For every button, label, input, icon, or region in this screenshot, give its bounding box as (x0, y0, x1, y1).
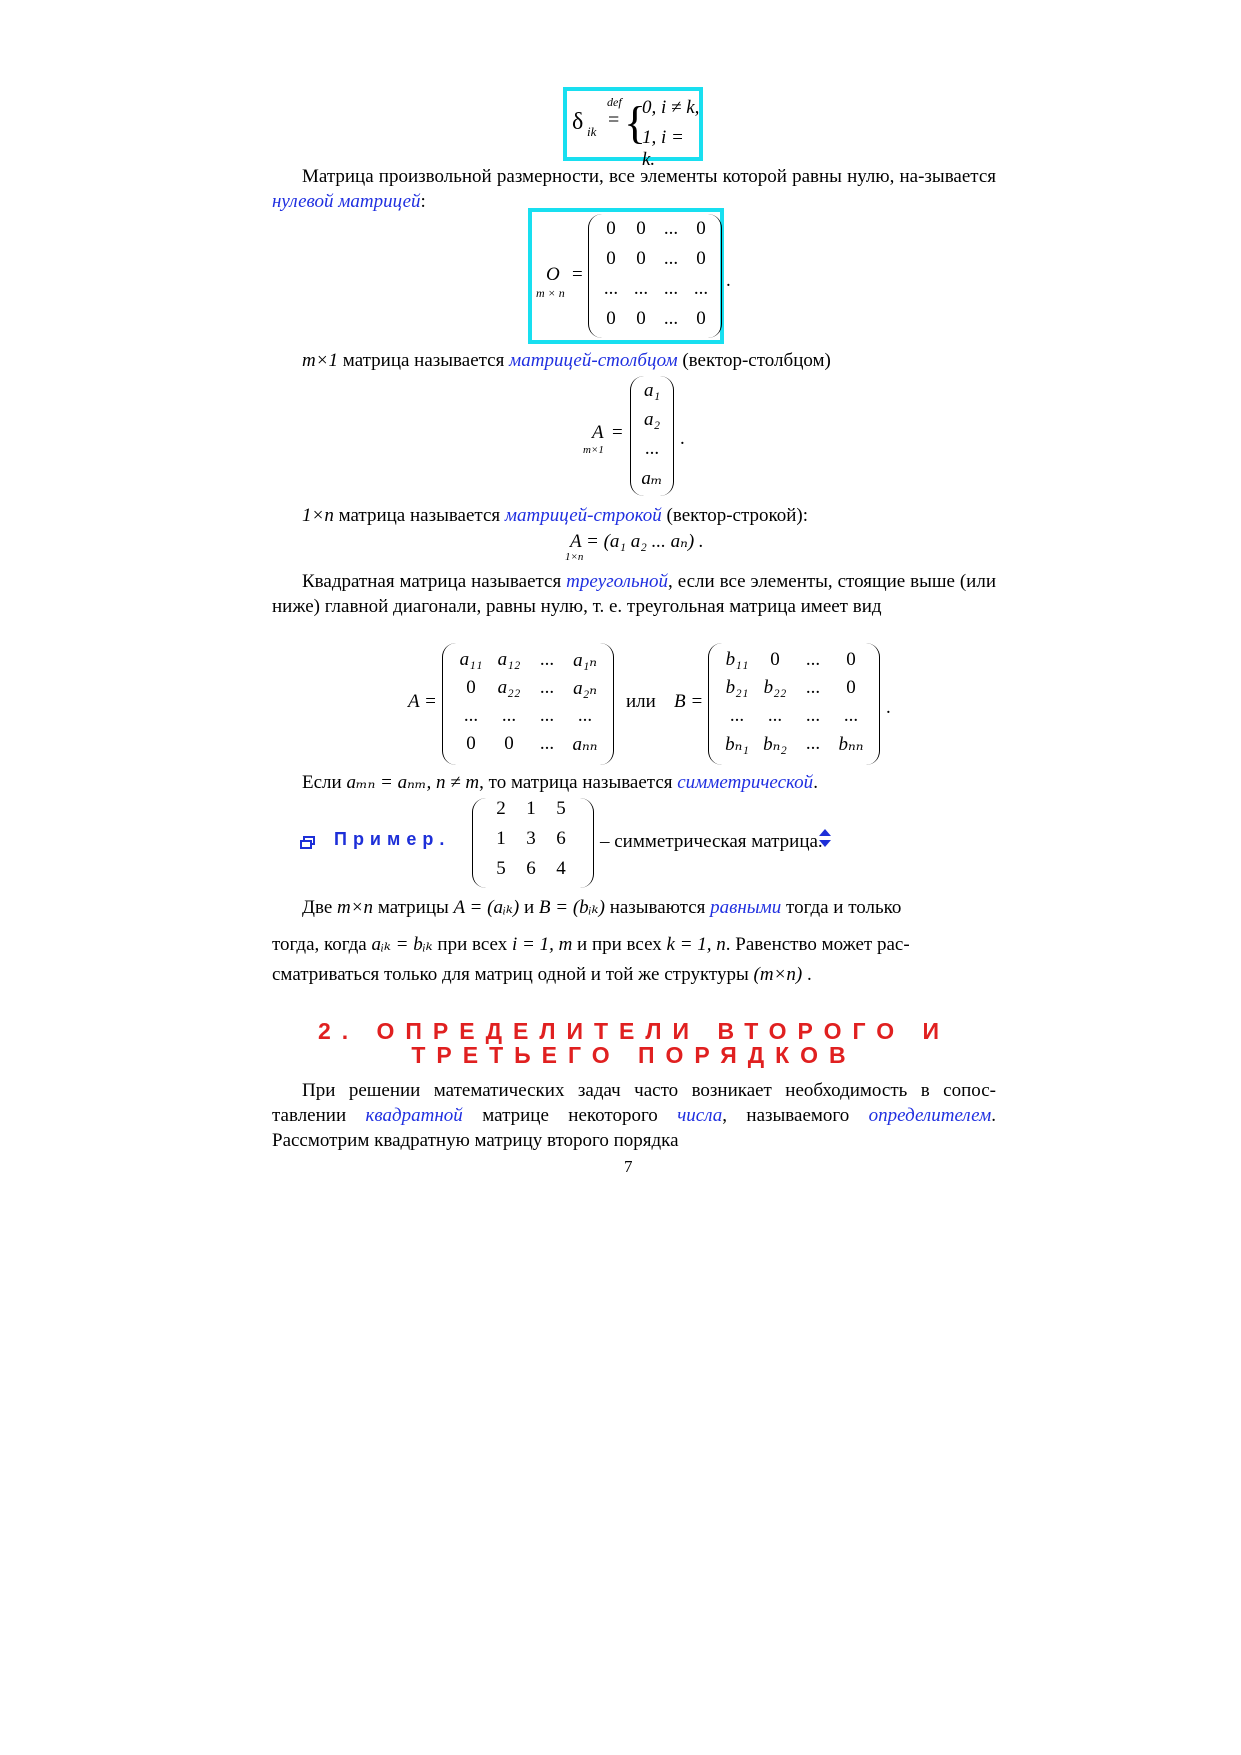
matrix-cell: ... (663, 248, 679, 269)
delta-symbol: δ (572, 109, 584, 135)
row-lhs-sub: 1×n (565, 551, 584, 563)
equal-link[interactable]: равными (710, 897, 782, 918)
page-number: 7 (624, 1157, 633, 1176)
curly-brace: { (624, 97, 647, 148)
matrix-cell: ... (539, 705, 555, 726)
matrix-cell: 6 (556, 828, 566, 849)
matrix-cell: ... (663, 218, 679, 239)
matrix-cell: ... (693, 278, 709, 299)
matrix-cell: ... (577, 705, 593, 726)
matrix-cell: 0 (636, 308, 646, 329)
row-prefix: 1×n (302, 505, 334, 526)
i-range: i = 1, m (511, 934, 573, 955)
matrix-cell: ... (539, 733, 555, 754)
section-heading-line-1: 2. ОПРЕДЕЛИТЕЛИ ВТОРОГО И (317, 1018, 951, 1044)
matrix-cell: a₁₁ (459, 649, 483, 670)
zero-period: . (726, 270, 731, 291)
matrix-cell: bₙ₁ (725, 734, 749, 755)
symmetric-condition: aₘₙ = aₙₘ, n ≠ m (346, 772, 480, 793)
matrix-cell: 0 (606, 218, 616, 239)
triangular-lhs-a: A = (408, 691, 437, 712)
equal-line-2: тогда, когда aᵢₖ = bᵢₖ при всех i = 1, m и при всех k = 1, n. Равенство может рас- (272, 934, 910, 955)
matrix-cell: 0 (606, 308, 616, 329)
matrix-cell: b₂₂ (763, 677, 787, 698)
example-window-icon[interactable] (300, 834, 316, 848)
example-matrix (472, 798, 594, 888)
matrix-cell: 0 (636, 248, 646, 269)
zero-matrix-formula (532, 212, 742, 340)
matrix-cell: ... (805, 733, 821, 754)
column-vector-paragraph: m×1 матрица называется матрицей-столбцом (вектор-столбцом) (302, 350, 831, 371)
k-range: k = 1, n (666, 934, 726, 955)
matrix-b (708, 643, 880, 765)
triangular-lhs-b: B = (674, 691, 704, 712)
matrix-cell: b₁₁ (725, 649, 749, 670)
matrix-cell: a₁₂ (497, 649, 521, 670)
column-vector-link[interactable]: матрицей-столбцом (509, 350, 678, 371)
matrix-cell: 6 (526, 858, 536, 879)
matrix-a (442, 643, 614, 765)
matrix-cell: 5 (496, 858, 506, 879)
matrix-cell: a₁ₙ (573, 650, 597, 671)
matrix-cell: 0 (466, 733, 476, 754)
example-label[interactable]: Пример. (334, 829, 451, 849)
symmetric-link[interactable]: симметрической (677, 772, 814, 793)
square-link[interactable]: квадратной (365, 1105, 463, 1126)
matrix-cell: 0 (696, 248, 706, 269)
matrix-cell: 0 (846, 649, 856, 670)
matrix-cell: b₂₁ (725, 677, 749, 698)
matrix-cell: ... (805, 705, 821, 726)
matrix-cell: ... (501, 705, 517, 726)
column-prefix: m×1 (302, 350, 339, 371)
zero-matrix-paragraph: Матрица произвольной размерности, все элементы которой равны нулю, на-зывается нулевой матрицей: (272, 166, 996, 212)
matrix-cell: 0 (696, 218, 706, 239)
matrix-cell: aₙₙ (572, 734, 598, 755)
matrix-cell: ... (663, 308, 679, 329)
column-period: . (680, 428, 685, 449)
matrix-cell: ... (843, 705, 859, 726)
matrix-b-def: B = (bᵢₖ) (538, 897, 605, 918)
row-vector-link[interactable]: матрицей-строкой (504, 505, 662, 526)
or-word: или (626, 691, 656, 712)
column-lhs-sub: m×1 (583, 444, 604, 456)
zero-text: Матрица произвольной размерности, все элементы которой равны нулю, на-зывается (302, 166, 996, 187)
matrix-cell: a₂₂ (497, 677, 521, 698)
matrix-cell: aₘ (641, 468, 663, 489)
matrix-cell: ... (767, 705, 783, 726)
matrix-cell: 4 (556, 858, 566, 879)
matrix-cell: 5 (556, 798, 566, 819)
matrix-cell: ... (644, 438, 660, 459)
matrix-cell: ... (539, 677, 555, 698)
symmetric-paragraph: Если aₘₙ = aₙₘ, n ≠ m, то матрица называется симметрической. (302, 772, 818, 793)
matrix-a-def: A = (aᵢₖ) (453, 897, 520, 918)
matrix-cell: 2 (496, 798, 506, 819)
matrix-cell: 0 (846, 677, 856, 698)
matrix-cell: 1 (526, 798, 536, 819)
delta-case-2: 1, i = k. (642, 127, 684, 170)
matrix-cell: 0 (770, 649, 780, 670)
triangular-link[interactable]: треугольной (566, 571, 669, 592)
matrix-cell: a₂ₙ (573, 678, 597, 699)
matrix-cell: 1 (496, 828, 506, 849)
triangular-period: . (886, 697, 891, 718)
equality-condition: aᵢₖ = bᵢₖ (371, 934, 433, 955)
column-vector-formula (580, 374, 690, 498)
matrix-cell: ... (663, 278, 679, 299)
matrix-cell: 0 (696, 308, 706, 329)
zero-matrix (588, 214, 722, 338)
matrix-cell: 3 (526, 828, 536, 849)
matrix-cell: bₙ₂ (763, 734, 787, 755)
zero-matrix-link[interactable]: нулевой матрицей (272, 191, 421, 212)
collapse-toggle-icon[interactable] (818, 828, 832, 848)
equal-line-1: Две m×n матрицы A = (aᵢₖ) и B = (bᵢₖ) называются равными тогда и только (302, 897, 902, 918)
matrix-cell: 0 (504, 733, 514, 754)
matrix-cell: 0 (606, 248, 616, 269)
matrix-cell: 0 (636, 218, 646, 239)
zero-lhs-sub: m × n (536, 286, 565, 300)
row-vector-formula: A = (a₁ a₂ ... aₙ) . (570, 531, 704, 552)
matrix-cell: ... (463, 705, 479, 726)
matrix-cell: ... (633, 278, 649, 299)
determinant-link[interactable]: определителем (868, 1105, 992, 1126)
matrix-cell: ... (729, 705, 745, 726)
delta-subscript: ik (587, 124, 597, 139)
matrix-cell: ... (603, 278, 619, 299)
structure: (m×n) (753, 964, 803, 985)
example-text: – симметрическая матрица. (600, 831, 823, 852)
matrix-cell: a₂ (643, 409, 661, 430)
zero-lhs: O (546, 264, 560, 285)
matrix-cell: a₁ (643, 380, 661, 401)
matrix-cell: ... (805, 677, 821, 698)
triangular-formula (408, 643, 908, 767)
matrix-cell: ... (539, 649, 555, 670)
def-label: def (607, 95, 622, 109)
triangular-paragraph: Квадратная матрица называется треугольной, если все элементы, стоящие выше (или ниже) главной диагонали, равны нулю, т. е. треугольная матрица имеет вид (272, 571, 996, 617)
section-heading-line-2: ТРЕТЬЕГО ПОРЯДКОВ (411, 1042, 857, 1068)
zero-eq: = (572, 264, 583, 285)
row-vector-paragraph: 1×n матрица называется матрицей-строкой (вектор-строкой): (302, 505, 809, 526)
column-matrix (630, 376, 674, 496)
equal-line-3: сматриваться только для матриц одной и той же структуры (m×n) . (272, 964, 812, 985)
delta-case-1: 0, i ≠ k, (642, 97, 700, 118)
determinant-paragraph: При решении математических задач часто возникает необходимость в сопос-тавлении квадратной матрице некоторого числа, называемого определителем. Рассмотрим квадратную матрицу второго порядка (272, 1080, 996, 1151)
column-eq: = (612, 422, 623, 443)
matrix-cell: 0 (466, 677, 476, 698)
delta-formula (570, 91, 700, 170)
matrix-cell: bₙₙ (838, 734, 864, 755)
column-lhs: A (592, 422, 604, 443)
def-equals: = (608, 109, 620, 131)
number-link[interactable]: числа (677, 1105, 723, 1126)
matrix-cell: ... (805, 649, 821, 670)
